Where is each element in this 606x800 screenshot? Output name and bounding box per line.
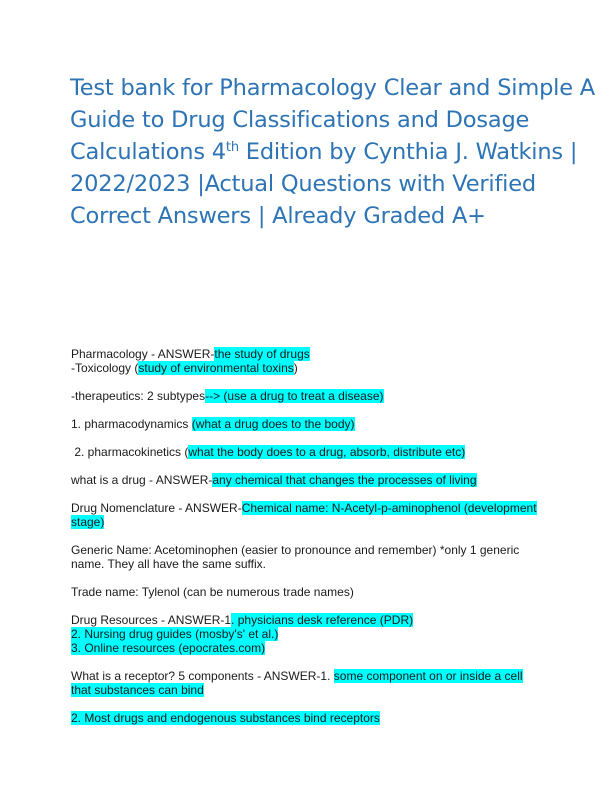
highlighted-answer: 2. Most drugs and endogenous substances bind receptors (71, 711, 380, 725)
question-text: Pharmacology - ANSWER- (71, 347, 215, 361)
qa-entry-drug-resources (71, 613, 541, 627)
body-text: 1. pharmacodynamics (71, 417, 192, 431)
qa-entry-drug-nomenclature (71, 501, 541, 529)
highlighted-answer: --> (use a drug to treat a disease) (205, 389, 384, 403)
highlighted-answer: . physicians desk reference (PDR) (231, 613, 414, 627)
title-text: Edition by Cynthia J. Watkins | (238, 139, 578, 165)
question-text: Drug Resources - ANSWER-1 (71, 613, 232, 627)
body-text: -therapeutics: 2 subtypes (71, 389, 206, 403)
qa-entry-receptor (71, 669, 541, 697)
highlighted-answer: what the body does to a drug, absorb, distribute etc) (188, 445, 466, 459)
body-text: ) (293, 361, 298, 375)
trade-name-paragraph: Trade name: Tylenol (can be numerous trade names) (71, 585, 354, 599)
qa-entry-toxicology (71, 361, 541, 375)
highlighted-answer: some component on or inside a cell that substances can bind (71, 669, 523, 697)
highlighted-answer: the study of drugs (214, 347, 310, 361)
resource-item (71, 627, 541, 641)
body-text: -Toxicology ( (71, 361, 139, 375)
generic-name-paragraph: Generic Name: Acetominophen (easier to pronounce and remember) *only 1 generic name. They all have the same suffix. (71, 543, 520, 571)
title-line: 2022/2023 |Actual Questions with Verified (70, 171, 536, 197)
title-line: Correct Answers | Already Graded A+ (70, 203, 486, 229)
question-text: what is a drug - ANSWER- (71, 473, 213, 487)
title-text: Calculations 4 (70, 139, 226, 165)
resource-item (71, 641, 541, 655)
highlighted-answer: study of environmental toxins (138, 361, 294, 375)
highlighted-answer: Chemical name: N-Acetyl-p-aminophenol (development stage) (71, 501, 537, 529)
qa-entry-pharmacodynamics (71, 417, 541, 431)
highlighted-answer: 3. Online resources (epocrates.com) (71, 641, 266, 655)
highlighted-answer: any chemical that changes the processes of living (212, 473, 477, 487)
question-text: What is a receptor? 5 components - ANSWER-1. (71, 669, 334, 683)
receptor-item (71, 711, 541, 725)
qa-entry-pharmacokinetics (71, 445, 541, 459)
title-line: Guide to Drug Classifications and Dosage (70, 107, 530, 133)
title-line: Test bank for Pharmacology Clear and Simple A (70, 75, 595, 101)
title-line (70, 136, 578, 168)
document-title (70, 72, 595, 232)
qa-entry-therapeutics (71, 389, 541, 403)
body-text: 2. pharmacokinetics ( (71, 445, 189, 459)
qa-entry-what-is-drug (71, 473, 541, 487)
document-body (71, 347, 541, 739)
highlighted-answer: (what a drug does to the body) (191, 417, 355, 431)
qa-entry-pharmacology (71, 347, 541, 361)
question-text: Drug Nomenclature - ANSWER- (71, 501, 242, 515)
title-superscript: th (225, 140, 239, 155)
highlighted-answer: 2. Nursing drug guides (mosby's' et al.) (71, 627, 279, 641)
